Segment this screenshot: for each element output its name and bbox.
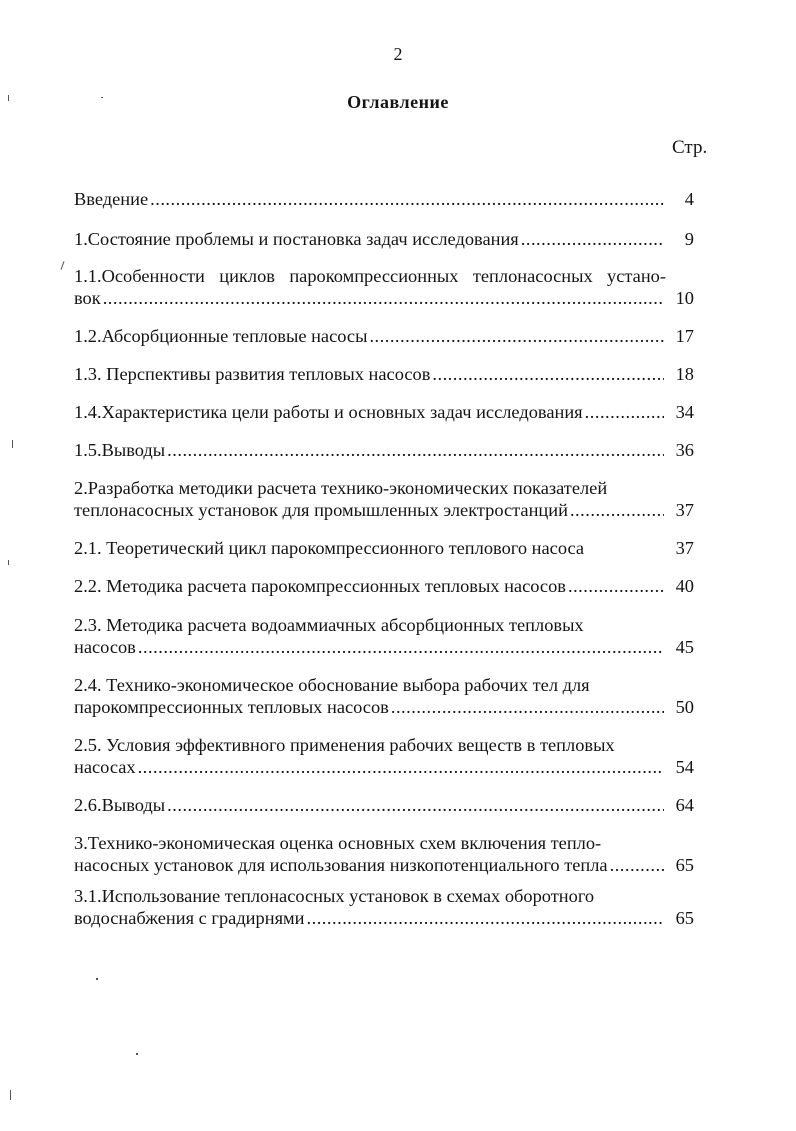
scan-speck — [10, 1090, 11, 1100]
toc-entry-section-1-5[interactable] — [74, 439, 694, 461]
toc-entry-introduction[interactable] — [74, 188, 694, 210]
toc-entry-page: 17 — [675, 326, 694, 346]
toc-entry-title-line: парокомпрессионных тепловых насосов — [74, 697, 389, 717]
scan-speck — [60, 261, 64, 270]
toc-entry-title-line: 3.1.Использование теплонасосных установок в схемах оборотного — [74, 886, 595, 906]
toc-entry-title-line: теплонасосных установок для промышленных электростанций — [74, 500, 568, 520]
toc-entry-page: 34 — [675, 402, 694, 422]
toc-entry-page: 65 — [675, 908, 694, 928]
toc-entry-page: 45 — [675, 637, 694, 657]
dot-leader — [138, 636, 664, 658]
toc-entry-page: 9 — [684, 229, 694, 249]
toc-entry-title-line: насосных установок для использования низкопотенциального тепла — [74, 855, 608, 875]
toc-entry-title-line: 1.1.Особенности циклов парокомпрессионных теплонасосных устано- — [74, 266, 666, 286]
dot-leader — [167, 439, 664, 461]
scan-speck — [8, 95, 9, 101]
scan-speck — [101, 97, 103, 98]
toc-entry-page: 18 — [675, 364, 694, 384]
dot-leader — [307, 907, 664, 929]
toc-entry-page: 64 — [675, 795, 694, 815]
toc-entry-page: 50 — [675, 697, 694, 717]
scan-speck — [8, 560, 9, 565]
page-title: Оглавление — [347, 92, 449, 112]
toc-entry-title: 2.2. Методика расчета парокомпрессионных тепловых насосов — [74, 576, 566, 596]
toc-entry-section-1-2[interactable] — [74, 325, 694, 347]
dot-leader — [138, 756, 664, 778]
toc-entry-section-3-1[interactable] — [74, 885, 694, 929]
dot-leader — [521, 228, 664, 250]
toc-entry-chapter-1[interactable] — [74, 228, 694, 250]
dot-leader — [167, 794, 664, 816]
dot-leader — [150, 188, 664, 210]
dot-leader — [432, 363, 664, 385]
toc-entry-title-line: насосах — [74, 757, 136, 777]
toc-entry-chapter-2[interactable] — [74, 477, 694, 521]
toc-entry-title: 1.Состояние проблемы и постановка задач исследования — [74, 229, 519, 249]
dot-leader — [585, 401, 664, 423]
toc-entry-section-2-1[interactable] — [74, 537, 694, 559]
dot-leader — [568, 575, 664, 597]
toc-entry-section-2-3[interactable] — [74, 614, 694, 658]
toc-entry-title-line: вок — [74, 288, 101, 308]
dot-leader — [610, 854, 664, 876]
dot-leader — [369, 325, 664, 347]
toc-entry-section-2-6[interactable] — [74, 794, 694, 816]
dot-leader — [103, 287, 664, 309]
toc-entry-section-2-4[interactable] — [74, 674, 694, 718]
toc-entry-page: 65 — [675, 855, 694, 875]
toc-entry-title: 2.6.Выводы — [74, 795, 166, 815]
page-number: 2 — [393, 44, 403, 64]
toc-entry-page: 36 — [675, 440, 694, 460]
scan-speck — [96, 978, 98, 980]
toc-entry-page: 4 — [684, 189, 694, 209]
toc-entry-title-line: 2.Разработка методики расчета технико-экономических показателей — [74, 478, 608, 498]
toc-entry-title: 1.3. Перспективы развития тепловых насосов — [74, 364, 431, 384]
toc-entry-page: 37 — [675, 538, 694, 558]
toc-entry-page: 40 — [675, 576, 694, 596]
dot-leader — [391, 696, 664, 718]
scan-speck — [12, 440, 13, 448]
dot-leader — [570, 499, 664, 521]
toc-entry-title-line: 2.3. Методика расчета водоаммиачных абсорбционных тепловых — [74, 615, 584, 635]
toc-entry-title: 1.2.Абсорбционные тепловые насосы — [74, 326, 368, 346]
toc-entry-section-1-4[interactable] — [74, 401, 694, 423]
toc-entry-title-line: 2.5. Условия эффективного применения рабочих веществ в тепловых — [74, 735, 615, 755]
toc-entry-section-2-2[interactable] — [74, 575, 694, 597]
toc-entry-title-line: насосов — [74, 637, 136, 657]
toc-entry-title-line: водоснабжения с градирнями — [74, 908, 305, 928]
toc-entry-title: 1.4.Характеристика цели работы и основных задач исследования — [74, 402, 583, 422]
toc-entry-chapter-3[interactable] — [74, 832, 694, 876]
toc-entry-section-1-1[interactable] — [74, 265, 694, 309]
toc-entry-title-line: 2.4. Технико-экономическое обоснование выбора рабочих тел для — [74, 675, 590, 695]
toc-entry-title-line: 3.Технико-экономическая оценка основных схем включения тепло- — [74, 833, 602, 853]
toc-entry-title: Введение — [74, 189, 149, 209]
scan-speck — [136, 1053, 138, 1055]
toc-entry-title: 1.5.Выводы — [74, 440, 166, 460]
toc-entry-section-2-5[interactable] — [74, 734, 694, 778]
toc-entry-page: 37 — [675, 500, 694, 520]
toc-entry-page: 10 — [675, 288, 694, 308]
toc-entry-page: 54 — [675, 757, 694, 777]
toc-entry-title: 2.1. Теоретический цикл парокомпрессионного теплового насоса — [74, 538, 585, 558]
page-column-label: Стр. — [672, 137, 708, 158]
toc-entry-section-1-3[interactable] — [74, 363, 694, 385]
